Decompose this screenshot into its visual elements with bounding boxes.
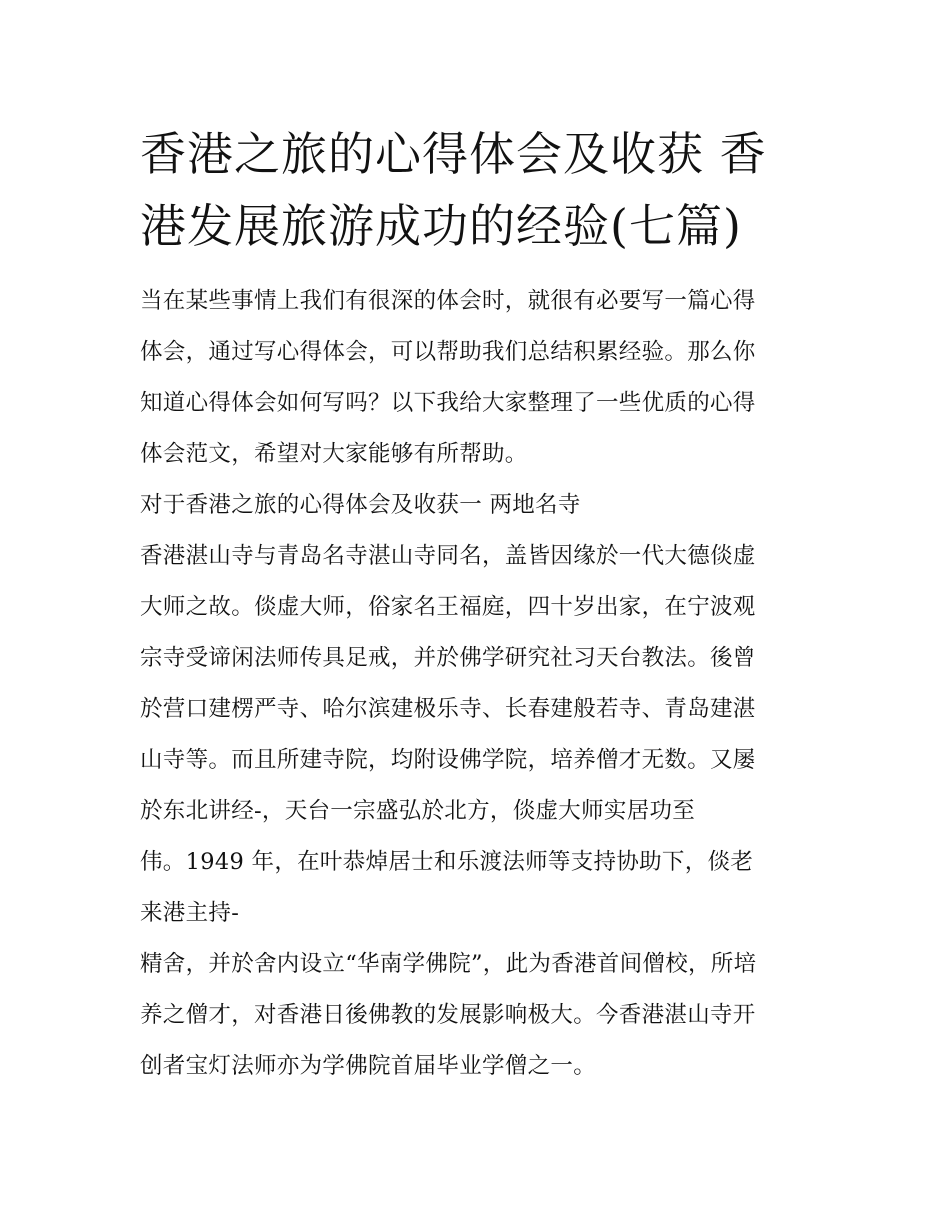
paragraph-line: 山寺等。而且所建寺院，均附设佛学院，培养僧才无数。又屡: [140, 747, 756, 773]
paragraph-line: 创者宝灯法师亦为学佛院首届毕业学僧之一。: [140, 1053, 597, 1079]
intro-line: 知道心得体会如何写吗？以下我给大家整理了一些优质的心得: [140, 390, 756, 416]
paragraph-line: 於东北讲经-，天台一宗盛弘於北方，倓虚大师实居功至: [140, 798, 696, 824]
intro-line: 体会范文，希望对大家能够有所帮助。: [140, 441, 528, 467]
intro-paragraph: [140, 276, 820, 480]
intro-line: 体会，通过写心得体会，可以帮助我们总结积累经验。那么你: [140, 339, 756, 365]
paragraph-line: 伟。1949 年，在叶恭焯居士和乐渡法师等支持协助下，倓老: [140, 849, 754, 875]
paragraph-line: 宗寺受谛闲法师传具足戒，并於佛学研究社习天台教法。後曾: [140, 645, 756, 671]
intro-line: 当在某些事情上我们有很深的体会时，就很有必要写一篇心得: [140, 288, 756, 314]
title-line: 港发展旅游成功的经验(七篇): [140, 199, 742, 253]
paragraph-line: 大师之故。倓虚大师，俗家名王福庭，四十岁出家，在宁波观: [140, 594, 756, 620]
section-heading: [140, 480, 820, 531]
document-title: [140, 118, 820, 262]
title-line: 香港之旅的心得体会及收获 香: [140, 127, 767, 181]
paragraph-line: 养之僧才，对香港日後佛教的发展影响极大。今香港湛山寺开: [140, 1002, 756, 1028]
section-heading-text: 对于香港之旅的心得体会及收获一 两地名寺: [140, 492, 581, 518]
paragraph-line: 香港湛山寺与青岛名寺湛山寺同名，盖皆因缘於一代大德倓虚: [140, 543, 756, 569]
paragraph-line: 来港主持-: [140, 900, 240, 926]
paragraph-line: 於营口建楞严寺、哈尔滨建极乐寺、长春建般若寺、青岛建湛: [140, 696, 756, 722]
paragraph-line: 精舍，并於舍内设立“华南学佛院”，此为香港首间僧校，所培: [140, 951, 757, 977]
body-paragraph: [140, 531, 820, 1092]
